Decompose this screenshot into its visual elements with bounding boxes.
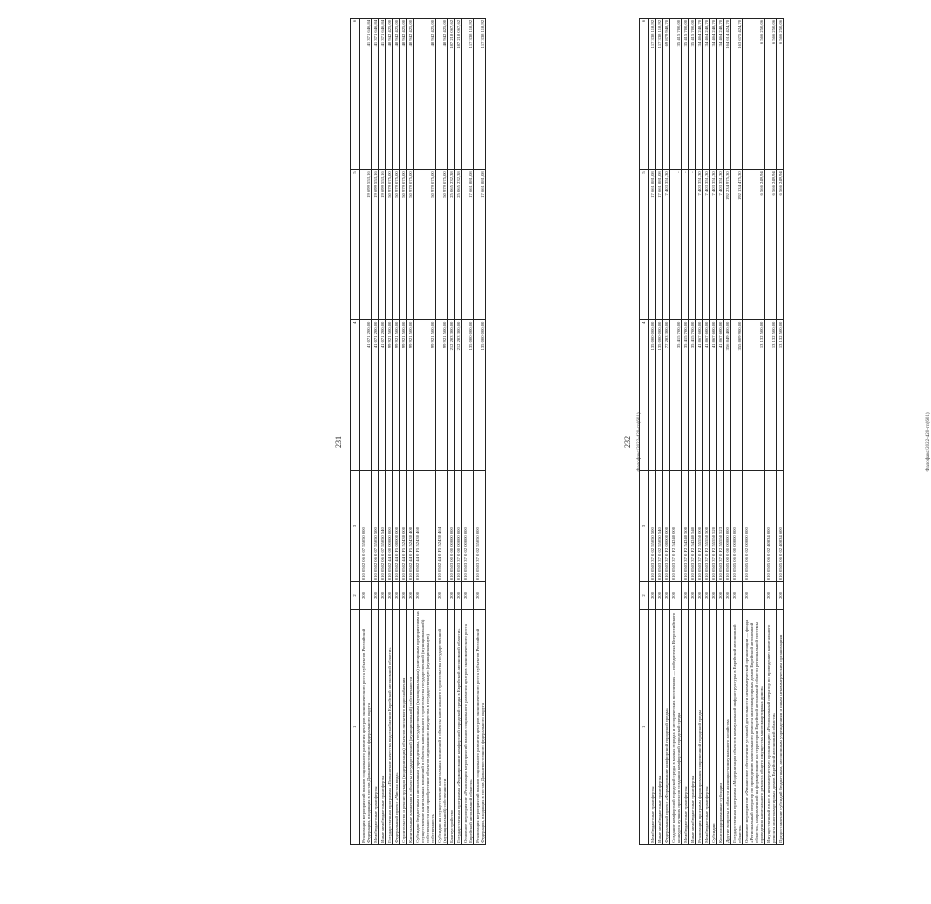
row-name-cell: Консолидированные субсидии [717, 609, 724, 844]
remaining-amount-cell: 6 566 250,06 [743, 18, 765, 169]
approved-amount-cell: 135 000 000,00 [474, 320, 486, 470]
executed-amount-cell: 19 699 553,16 [372, 170, 379, 320]
row-classification-cell: 010 0502 44 0 F5 52430 464 [436, 470, 448, 581]
row-name-cell: Межбюджетные трансферты [372, 609, 379, 844]
row-code-cell: 200 [717, 582, 724, 609]
executed-amount-cell: 50 979 075,00 [436, 170, 448, 320]
remaining-amount-cell: 34 464 248,70 [710, 18, 717, 169]
page-number: 232 [623, 436, 632, 448]
row-name-cell: Иные межбюджетные трансферты [689, 609, 696, 844]
remaining-amount-cell: 117 338 118,92 [656, 18, 663, 169]
approved-amount-cell: 99 921 500,00 [414, 320, 436, 470]
table-row [474, 18, 486, 844]
approved-amount-cell: 135 000 000,00 [649, 320, 656, 470]
table-header-row [351, 18, 360, 844]
row-code-cell: 200 [414, 582, 436, 609]
page-footer: Фалофакс/2022-420-гп(601) [926, 412, 931, 472]
header-cell: 6 [351, 18, 360, 169]
row-name-cell: Основное мероприятие «Реализация мероприятий планов социального развития центров экономического роста Еврейской автономной области» [462, 609, 474, 844]
approved-amount-cell: 356 849 400,00 [724, 320, 731, 470]
row-code-cell: 200 [407, 582, 414, 609]
table-row [407, 18, 414, 844]
page-232 [617, 19, 931, 845]
row-code-cell: 200 [703, 582, 710, 609]
row-classification-cell: 010 0503 37 0 F2 00000 000 [663, 470, 670, 581]
table-row [689, 18, 696, 844]
remaining-amount-cell: 187 218 067,62 [448, 18, 455, 169]
executed-amount-cell: 50 979 075,00 [407, 170, 414, 320]
row-code-cell: 200 [696, 582, 703, 609]
row-classification-cell: 010 0503 37 0 F2 55550 520 [710, 470, 717, 581]
row-name-cell: Субсидии на осуществление капитальных вложений в объекты капитального строительства государственной (муниципальной) собственности [436, 609, 448, 844]
row-name-cell: Строительство и реконструкция (модернизация) объектов питьевого водоснабжения [400, 609, 407, 844]
row-code-cell: 200 [724, 582, 731, 609]
row-code-cell: 200 [455, 582, 462, 609]
remaining-amount-cell: 35 415 700,00 [682, 18, 689, 169]
approved-amount-cell: 99 921 500,00 [407, 320, 414, 470]
table-row [731, 18, 743, 844]
executed-amount-cell: 7 403 351,30 [703, 170, 710, 320]
row-name-cell: Федеральный проект «Чистая вода» [393, 609, 400, 844]
row-name-cell: Другие вопросы в области жилищно-коммунального хозяйства [724, 609, 731, 844]
remaining-amount-cell: 69 879 948,70 [663, 18, 670, 169]
row-code-cell: 200 [448, 582, 455, 609]
remaining-amount-cell: 164 614 424,70 [724, 18, 731, 169]
row-code-cell: 200 [656, 582, 663, 609]
row-classification-cell: 010 0505 06 0 02 40834 000 [765, 470, 777, 581]
row-classification-cell: 010 0502 06 0 07 55050 000 [360, 470, 372, 581]
table-row [379, 18, 386, 844]
table-row [462, 18, 474, 844]
table-row [656, 18, 663, 844]
remaining-amount-cell: 34 464 248,70 [696, 18, 703, 169]
remaining-amount-cell: 48 942 425,00 [436, 18, 448, 169]
executed-amount-cell: 7 403 351,30 [710, 170, 717, 320]
row-classification-cell: 010 0505 06 0 02 40834 600 [777, 470, 784, 581]
header-cell: 5 [351, 170, 360, 320]
remaining-amount-cell: 48 942 425,00 [407, 18, 414, 169]
row-name-cell: Иные межбюджетные трансферты [656, 609, 663, 844]
approved-amount-cell: 13 132 500,00 [743, 320, 765, 470]
executed-amount-cell: - [682, 170, 689, 320]
row-name-cell: Создание комфортной городской среды в малых городах и исторических поселениях — победителях Всероссийского конкурса лучших проектов создания комфортной городской среды [670, 609, 682, 844]
executed-amount-cell: 17 661 881,08 [462, 170, 474, 320]
approved-amount-cell: 99 921 500,00 [436, 320, 448, 470]
row-name-cell: Предоставление субсидий бюджетным, автономным учреждениям и иным некоммерческим организациям [777, 609, 784, 844]
row-code-cell: 200 [710, 582, 717, 609]
row-classification-cell: 010 0503 37 0 00 00000 000 [455, 470, 462, 581]
executed-amount-cell: 6 566 249,94 [765, 170, 777, 320]
row-code-cell: 200 [379, 582, 386, 609]
approved-amount-cell: 99 921 500,00 [386, 320, 393, 470]
approved-amount-cell: 77 283 300,00 [663, 320, 670, 470]
approved-amount-cell: 13 132 500,00 [765, 320, 777, 470]
table-row [400, 18, 407, 844]
row-classification-cell: 010 0503 00 0 00 00000 000 [448, 470, 455, 581]
executed-amount-cell: 50 979 075,00 [386, 170, 393, 320]
remaining-amount-cell: 6 566 250,06 [777, 18, 784, 169]
remaining-amount-cell: 48 942 425,00 [386, 18, 393, 169]
table-row [670, 18, 682, 844]
approved-amount-cell: 41 071 200,00 [360, 320, 372, 470]
row-classification-cell: 010 0503 37 0 F2 55550 000 [696, 470, 703, 581]
header-cell: 2 [351, 582, 360, 609]
row-classification-cell: 010 0503 37 0 F2 54240 500 [682, 470, 689, 581]
header-cell: 4 [351, 320, 360, 470]
row-code-cell: 200 [386, 582, 393, 609]
executed-amount-cell: 25 065 232,38 [448, 170, 455, 320]
remaining-amount-cell: 6 566 250,06 [765, 18, 777, 169]
approved-amount-cell: 135 000 000,00 [462, 320, 474, 470]
remaining-amount-cell: 35 415 700,00 [689, 18, 696, 169]
row-classification-cell: 010 0505 00 0 00 00000 000 [724, 470, 731, 581]
row-code-cell: 200 [649, 582, 656, 609]
executed-amount-cell: 50 979 075,00 [400, 170, 407, 320]
row-classification-cell: 010 0503 37 0 F2 54240 000 [670, 470, 682, 581]
executed-amount-cell: 192 234 975,30 [724, 170, 731, 320]
approved-amount-cell: 41 867 600,00 [717, 320, 724, 470]
remaining-amount-cell: 41 371 646,84 [372, 18, 379, 169]
row-name-cell: Государственная программа «Повышение качества водоснабжения Еврейской автономной области» [386, 609, 393, 844]
remaining-amount-cell: 163 675 424,70 [731, 18, 743, 169]
row-code-cell: 200 [474, 582, 486, 609]
row-name-cell: Реализация программ формирования современной городской среды [696, 609, 703, 844]
executed-amount-cell: 50 979 075,00 [414, 170, 436, 320]
executed-amount-cell: 7 403 351,30 [696, 170, 703, 320]
row-code-cell: 200 [689, 582, 696, 609]
row-classification-cell: 010 0502 44 0 F5 00000 000 [393, 470, 400, 581]
executed-amount-cell: 6 566 249,94 [743, 170, 765, 320]
header-cell: 3 [351, 470, 360, 581]
header-cell: 2 [640, 582, 649, 609]
approved-amount-cell: 35 415 700,00 [689, 320, 696, 470]
executed-amount-cell: 19 699 553,16 [360, 170, 372, 320]
row-classification-cell: 010 0502 44 0 F5 52430 460 [414, 470, 436, 581]
row-code-cell: 200 [393, 582, 400, 609]
table-row [386, 18, 393, 844]
header-cell: 1 [640, 609, 649, 844]
table-row [393, 18, 400, 844]
header-cell: 6 [640, 18, 649, 169]
row-code-cell: 200 [462, 582, 474, 609]
approved-amount-cell: 135 000 000,00 [656, 320, 663, 470]
row-name-cell: Основное мероприятие «Финансовое обеспечение уставной деятельности некоммерческой организации — фонда «Региональный оператор по проведению капитального ремонта многоквартирных домов Еврейской автономной области», направленной на формирование на территории Еврейской автономной области региональной системы проведения капитального ремонта общего имущества многоквартирных домов» [743, 609, 765, 844]
table-row [696, 18, 703, 844]
header-cell: 1 [351, 609, 360, 844]
approved-amount-cell: 41 071 200,00 [372, 320, 379, 470]
approved-amount-cell: 35 415 700,00 [670, 320, 682, 470]
row-name-cell: Субсидии бюджетным и автономным учреждениям, государственным (муниципальным) унитарным предприятиям на осуществление капитальных вложений в объекты капитального строительства государственной (муниципальной) собственности или приобретение объектов недвижимого имущества в государственную (муниципальную) собственность [414, 609, 436, 844]
remaining-amount-cell: 48 942 425,00 [400, 18, 407, 169]
table-row [724, 18, 731, 844]
row-classification-cell: 010 0502 44 0 F5 52430 400 [407, 470, 414, 581]
table-row [710, 18, 717, 844]
row-classification-cell: 010 0502 06 0 07 55050 540 [379, 470, 386, 581]
row-classification-cell: 010 0503 37 0 F2 54240 540 [689, 470, 696, 581]
page-number: 231 [334, 436, 343, 448]
row-classification-cell: 010 0502 06 0 07 55050 500 [372, 470, 379, 581]
row-name-cell: Реализация мероприятий планов социального развития центров экономического роста субъектов Российской Федерации, входящих в состав Дальневосточного федерального округа [360, 609, 372, 844]
row-classification-cell: 010 0503 37 0 F2 55550 523 [717, 470, 724, 581]
table-row [682, 18, 689, 844]
row-name-cell: Межбюджетные трансферты [703, 609, 710, 844]
approved-amount-cell: 35 415 700,00 [682, 320, 689, 470]
approved-amount-cell: 41 867 600,00 [703, 320, 710, 470]
executed-amount-cell: 192 134 475,30 [731, 170, 743, 320]
approved-amount-cell: 41 867 600,00 [710, 320, 717, 470]
remaining-amount-cell: 117 338 118,92 [474, 18, 486, 169]
row-classification-cell: 010 0503 37 0 02 55050 500 [649, 470, 656, 581]
row-name-cell: Благоустройство [448, 609, 455, 844]
row-code-cell: 200 [670, 582, 682, 609]
table-header-row [640, 18, 649, 844]
row-code-cell: 200 [436, 582, 448, 609]
header-cell: 4 [640, 320, 649, 470]
approved-amount-cell: 99 921 500,00 [400, 320, 407, 470]
executed-amount-cell: - [689, 170, 696, 320]
row-code-cell: 200 [372, 582, 379, 609]
executed-amount-cell: 6 566 249,94 [777, 170, 784, 320]
row-classification-cell: 010 0502 44 0 00 00000 000 [386, 470, 393, 581]
row-code-cell: 200 [360, 582, 372, 609]
table-row [414, 18, 436, 844]
remaining-amount-cell: 34 464 248,70 [717, 18, 724, 169]
row-name-cell: Имущественный взнос в некоммерческую организацию «Региональный оператор по проведению капитального ремонта многоквартирных домов Еврейской автономной области» [765, 609, 777, 844]
table-row [436, 18, 448, 844]
executed-amount-cell: 25 065 232,38 [455, 170, 462, 320]
approved-amount-cell: 212 283 300,00 [448, 320, 455, 470]
header-cell: 5 [640, 170, 649, 320]
approved-amount-cell: 355 809 900,00 [731, 320, 743, 470]
approved-amount-cell: 99 921 500,00 [393, 320, 400, 470]
page-231 [328, 19, 642, 845]
approved-amount-cell: 212 283 300,00 [455, 320, 462, 470]
row-name-cell: Капитальные вложения в объекты государственной (муниципальной) собственности [407, 609, 414, 844]
row-classification-cell: 010 0505 06 0 00 00000 000 [731, 470, 743, 581]
row-name-cell: Реализация мероприятий планов социального развития центров экономического роста субъектов Российской Федерации, входящих в состав Дальневосточного федерального округа [474, 609, 486, 844]
row-classification-cell: 010 0503 37 0 02 55050 000 [474, 470, 486, 581]
table-row [372, 18, 379, 844]
remaining-amount-cell: 48 942 425,00 [393, 18, 400, 169]
row-classification-cell: 010 0503 37 0 F2 55550 500 [703, 470, 710, 581]
row-classification-cell: 010 0503 37 0 02 55050 540 [656, 470, 663, 581]
row-code-cell: 200 [400, 582, 407, 609]
page-footer: Фалофакс/2022-420-гп(601) [637, 412, 642, 472]
row-code-cell: 200 [682, 582, 689, 609]
executed-amount-cell: 17 661 881,08 [474, 170, 486, 320]
executed-amount-cell: 7 403 351,30 [663, 170, 670, 320]
row-name-cell: Федеральный проект «Формирование комфортной городской среды» [663, 609, 670, 844]
remaining-amount-cell: 117 338 118,92 [649, 18, 656, 169]
row-code-cell: 200 [731, 582, 743, 609]
row-code-cell: 200 [743, 582, 765, 609]
table-row [777, 18, 784, 844]
table-row [743, 18, 765, 844]
row-name-cell: Субсидии [710, 609, 717, 844]
table-row [663, 18, 670, 844]
approved-amount-cell: 13 132 500,00 [777, 320, 784, 470]
executed-amount-cell: 17 661 881,08 [649, 170, 656, 320]
table-row [765, 18, 777, 844]
row-classification-cell: 010 0502 44 0 F5 52430 000 [400, 470, 407, 581]
table-row [448, 18, 455, 844]
row-classification-cell: 010 0505 06 0 02 00000 000 [743, 470, 765, 581]
approved-amount-cell: 41 867 600,00 [696, 320, 703, 470]
executed-amount-cell: 19 699 553,16 [379, 170, 386, 320]
budget-table [639, 18, 784, 845]
row-name-cell: Государственная программа «Формирование комфортной городской среды в Еврейской автономной области» [455, 609, 462, 844]
remaining-amount-cell: 48 942 425,00 [414, 18, 436, 169]
remaining-amount-cell: 117 338 118,92 [462, 18, 474, 169]
executed-amount-cell: 7 403 351,30 [717, 170, 724, 320]
row-name-cell: Межбюджетные трансферты [682, 609, 689, 844]
row-name-cell: Межбюджетные трансферты [649, 609, 656, 844]
row-code-cell: 200 [765, 582, 777, 609]
budget-table [350, 18, 486, 845]
remaining-amount-cell: 34 464 248,70 [703, 18, 710, 169]
remaining-amount-cell: 41 371 646,84 [379, 18, 386, 169]
row-classification-cell: 010 0503 37 0 02 00000 000 [462, 470, 474, 581]
remaining-amount-cell: 187 218 067,62 [455, 18, 462, 169]
remaining-amount-cell: 35 415 700,00 [670, 18, 682, 169]
row-name-cell: Государственная программа «Модернизация объектов коммунальной инфраструктуры в Еврейской автономной области» [731, 609, 743, 844]
row-code-cell: 200 [663, 582, 670, 609]
header-cell: 3 [640, 470, 649, 581]
remaining-amount-cell: 41 371 646,84 [360, 18, 372, 169]
table-row [703, 18, 710, 844]
table-row [649, 18, 656, 844]
table-row [455, 18, 462, 844]
row-code-cell: 200 [777, 582, 784, 609]
table-row [717, 18, 724, 844]
executed-amount-cell: 50 979 075,00 [393, 170, 400, 320]
approved-amount-cell: 41 071 200,00 [379, 320, 386, 470]
table-row [360, 18, 372, 844]
executed-amount-cell: 17 661 881,08 [656, 170, 663, 320]
row-name-cell: Иные межбюджетные трансферты [379, 609, 386, 844]
executed-amount-cell: - [670, 170, 682, 320]
